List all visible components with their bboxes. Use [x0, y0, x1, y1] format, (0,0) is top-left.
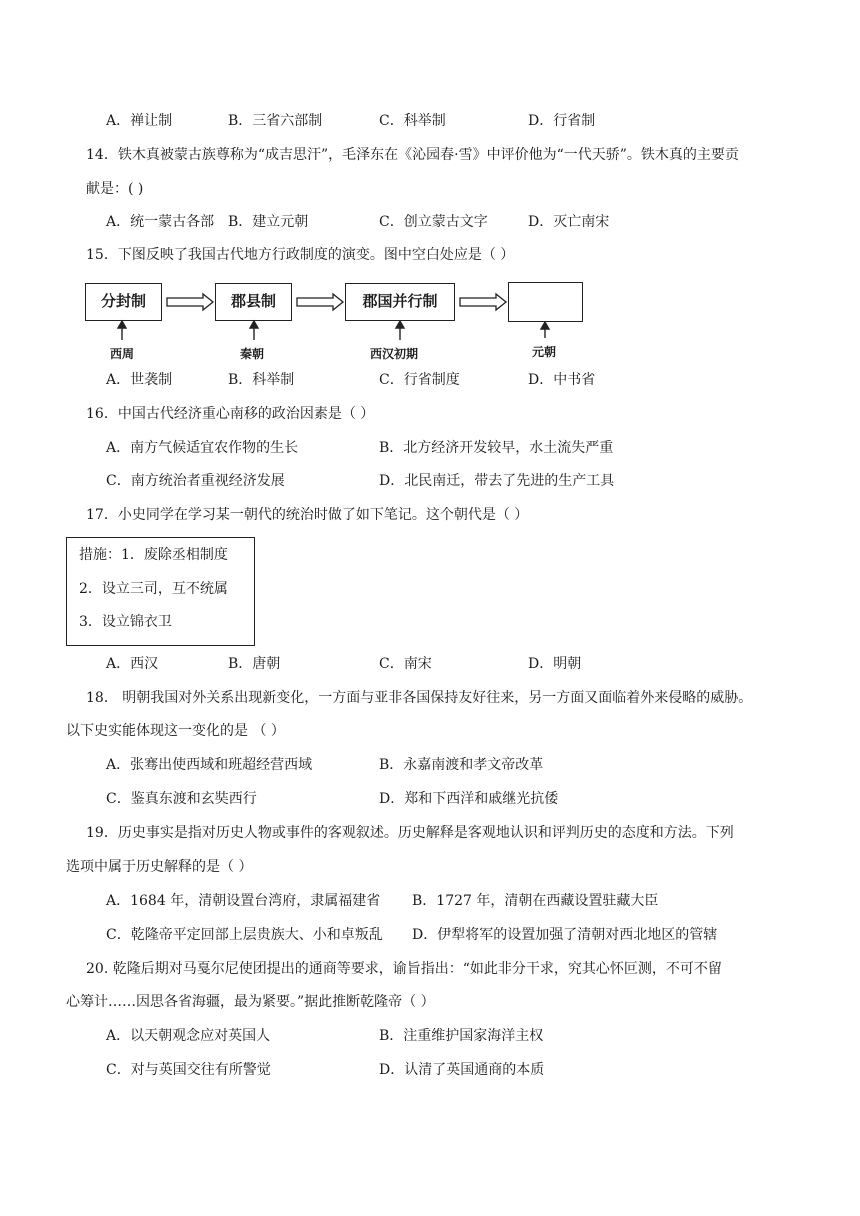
q17-option-b: B．唐朝 [228, 656, 281, 672]
diagram-hollow-arrow-3 [460, 294, 506, 310]
q13-option-a: A．禅让制 [106, 113, 173, 129]
q17-option-a: A．西汉 [106, 656, 159, 672]
diagram-label-xihan: 西汉初期 [370, 347, 419, 361]
q20-option-b: B．注重维护国家海洋主权 [379, 1028, 544, 1044]
q17-note-line2: 2．设立三司，互不统属 [79, 581, 228, 597]
q14-stem-line2: 献是：( ) [86, 181, 144, 197]
diagram-hollow-arrow-2 [297, 294, 343, 310]
q15-stem: 15．下图反映了我国古代地方行政制度的演变。图中空白处应是（ ） [86, 247, 515, 263]
q18-stem-line1: 18． 明朝我国对外关系出现新变化，一方面与亚非各国保持友好往来，另一方面又面临着外来侵略的威胁。 [86, 690, 753, 706]
q18-option-a: A．张骞出使西域和班超经营西域 [106, 757, 313, 773]
diagram-box-junguo: 郡国并行制 [345, 283, 455, 321]
q18-stem-line2: 以下史实能体现这一变化的是 （ ） [66, 723, 285, 739]
q20-stem-line1: 20. 乾隆后期对马戛尔尼使团提出的通商等要求，谕旨指出：“如此非分干求，究其心怀叵测，不可不留 [86, 961, 722, 977]
q19-option-c: C．乾隆帝平定回部上层贵族大、小和卓叛乱 [106, 927, 383, 943]
q14-option-c: C．创立蒙古文字 [379, 214, 488, 230]
q16-option-d: D．北民南迁，带去了先进的生产工具 [379, 473, 615, 489]
q16-stem: 16．中国古代经济重心南移的政治因素是（ ） [86, 406, 375, 422]
q20-option-a: A．以天朝观念应对英国人 [106, 1028, 271, 1044]
q13-option-d: D．行省制 [528, 113, 596, 129]
q19-option-d: D．伊犁将军的设置加强了清朝对西北地区的管辖 [412, 927, 718, 943]
q17-stem: 17．小史同学在学习某一朝代的统治时做了如下笔记。这个朝代是（ ） [86, 507, 529, 523]
q14-option-d: D．灭亡南宋 [528, 214, 610, 230]
q13-option-c: C．科举制 [379, 113, 446, 129]
q15-option-b: B．科举制 [228, 372, 295, 388]
q17-option-c: C．南宋 [379, 656, 432, 672]
q17-option-d: D．明朝 [528, 656, 582, 672]
q15-option-c: C．行省制度 [379, 372, 460, 388]
q19-option-a: A．1684 年，清朝设置台湾府，隶属福建省 [106, 893, 381, 909]
q16-option-c: C．南方统治者重视经济发展 [106, 473, 285, 489]
q19-stem-line2: 选项中属于历史解释的是（ ） [66, 859, 253, 875]
diagram-arrows [0, 0, 860, 370]
diagram-box-fenfeng: 分封制 [85, 283, 162, 321]
q14-option-a: A．统一蒙古各部 [106, 214, 215, 230]
q14-stem-line1: 14．铁木真被蒙古族尊称为“成吉思汗”，毛泽东在《沁园春·雪》中评价他为“一代天骄”。铁木真的主要贡 [86, 147, 739, 163]
q20-stem-line2: 心筹计……因思各省海疆，最为紧要。”据此推断乾隆帝（ ） [66, 994, 435, 1010]
q18-option-c: C．鉴真东渡和玄奘西行 [106, 791, 257, 807]
q16-option-b: B．北方经济开发较早，水土流失严重 [379, 440, 614, 456]
q20-option-d: D．认清了英国通商的本质 [379, 1062, 545, 1078]
q15-option-a: A．世袭制 [106, 372, 173, 388]
q17-note-line3: 3．设立锦衣卫 [79, 614, 172, 630]
q17-note-line1: 措施：1．废除丞相制度 [79, 547, 228, 563]
diagram-label-qin: 秦朝 [240, 347, 265, 361]
q19-stem-line1: 19．历史事实是指对历史人物或事件的客观叙述。历史解释是客观地认识和评判历史的态度和方法。下列 [86, 825, 734, 841]
diagram-label-yuan: 元朝 [532, 345, 557, 359]
diagram-box-junxian: 郡县制 [215, 283, 292, 321]
diagram-hollow-arrow-1 [167, 294, 213, 310]
q19-option-b: B．1727 年，清朝在西藏设置驻藏大臣 [412, 893, 659, 909]
diagram-up-arrows [118, 321, 549, 340]
diagram-label-xizhou: 西周 [110, 347, 135, 361]
q20-option-c: C．对与英国交往有所警觉 [106, 1062, 271, 1078]
q18-option-d: D．郑和下西洋和戚继光抗倭 [379, 791, 559, 807]
q15-option-d: D．中书省 [528, 372, 596, 388]
q16-option-a: A．南方气候适宜农作物的生长 [106, 440, 299, 456]
q13-option-b: B．三省六部制 [228, 113, 323, 129]
q18-option-b: B．永嘉南渡和孝文帝改革 [379, 757, 544, 773]
q14-option-b: B．建立元朝 [228, 214, 309, 230]
